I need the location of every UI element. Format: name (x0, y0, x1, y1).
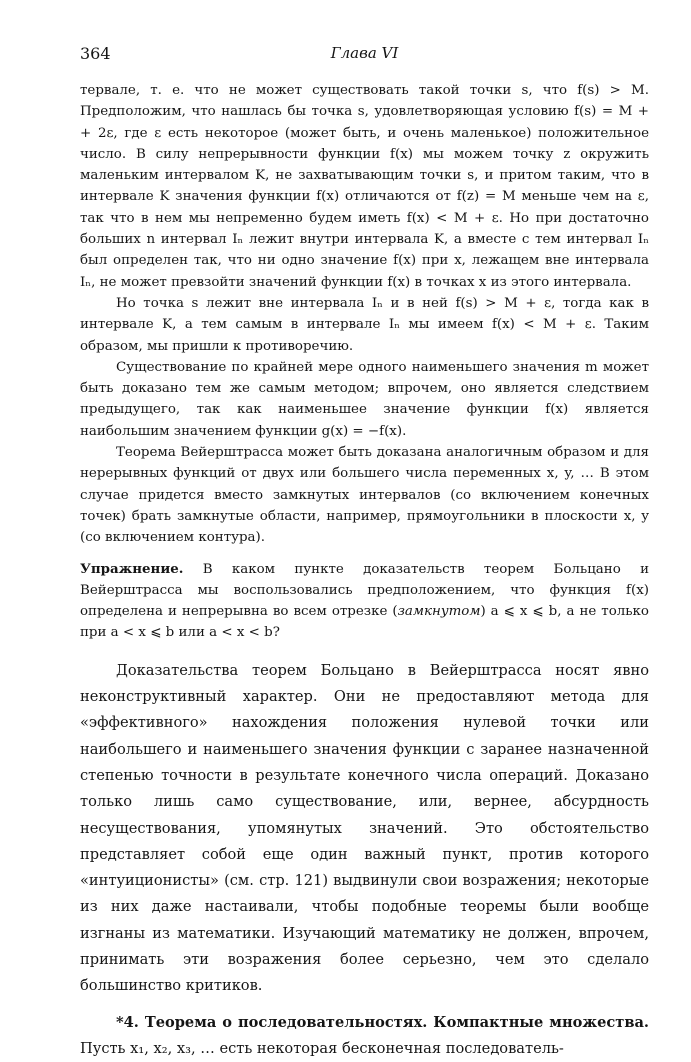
exercise-block (80, 559, 649, 644)
section-title: *4. Теорема о последовательностях. Компактные множества. (116, 1013, 649, 1031)
paragraph-contradiction: Но точка s лежит вне интервала Iₙ и в ней f(s) > M + ε, тогда как в интервале K, а тем самым в интервале Iₙ мы имеем f(x) < M + ε. Таким образом, мы пришли к противоречию. (80, 295, 649, 354)
paragraph-nonconstructive: Доказательства теорем Больцано в Вейерштрасса носят явно неконструктивный характер. Они не предоставляют метода для «эффективного» нахождения положения нулевой точки или наибольшего и наименьшего значения функции с заранее назначенной степенью точности в результате конечного числа операций. Доказано только лишь само существование, или, вернее, абсурдность несуществования, упомянутых значений. Это обстоятельство представляет собой еще один важный пункт, против которого «интуиционисты» (см. стр. 121) выдвинули свои возражения; некоторые из них даже настаивали, чтобы подобные теоремы были вообще изгнаны из математики. Изучающий математику не должен, впрочем, принимать эти возражения более серьезно, чем это сделало большинство критиков. (80, 661, 649, 995)
exercise-text-a: В каком пункте доказательств теорем Больцано и Вейерштрасса мы воспользовались предположением, что функция f(x) определена и непрерывна во всем отрезке ( (80, 561, 649, 620)
paragraph-weierstrass-multivar: Теорема Вейерштрасса может быть доказана аналогичным образом и для нерерывных функций от двух или большего числа переменных x, y, … В этом случае придется вместо замкнутых интервалов (со включением конечных точек) брать замкнутые области, например, прямоугольники в плоскости x, y (со включением контура). (80, 445, 649, 546)
section-text: Пусть x₁, x₂, x₃, … есть некоторая бесконечная последователь- (80, 1039, 564, 1057)
page-body (80, 80, 649, 1062)
paragraph-minimum: Существование по крайней мере одного наименьшего значения m может быть доказано тем же самым методом; впрочем, оно является следствием предыдущего, так как наименьшее значение функции f(x) является наибольшим значением функции g(x) = −f(x). (80, 359, 649, 439)
exercise-label: Упражнение. (80, 560, 184, 577)
page-header (80, 44, 649, 68)
exercise-emphasis: замкнутом (397, 604, 481, 620)
paragraph-continuation: тервале, т. е. что не может существовать такой точки s, что f(s) > M. Предположим, что нашлась бы точка s, удовлетворяющая условию f(s) = M + + 2ε, где ε есть некоторое (может быть, и очень маленькое) положительное число. В силу непрерывности функции f(x) мы можем точку z окружить маленьким интервалом K, не захватывающим точки s, и притом таким, что в интервале K значения функции f(x) отличаются от f(z) = M меньше чем на ε, так что в нем мы непременно будем иметь f(x) < M + ε. Но при достаточно больших n интервал Iₙ лежит внутри интервала K, а вместе с тем интервал Iₙ был определен так, что ни одно значение f(x) при x, лежащем вне интервала Iₙ, не может превзойти значений функции f(x) в точках x из этого интервала. (80, 83, 649, 290)
section-start (80, 1010, 649, 1062)
exercise-text-b: ) a ⩽ x ⩽ b, а не только при a < x ⩽ b или a < x < b? (80, 604, 649, 641)
page-number: 364 (80, 44, 111, 63)
chapter-title: Глава VI (330, 44, 399, 62)
